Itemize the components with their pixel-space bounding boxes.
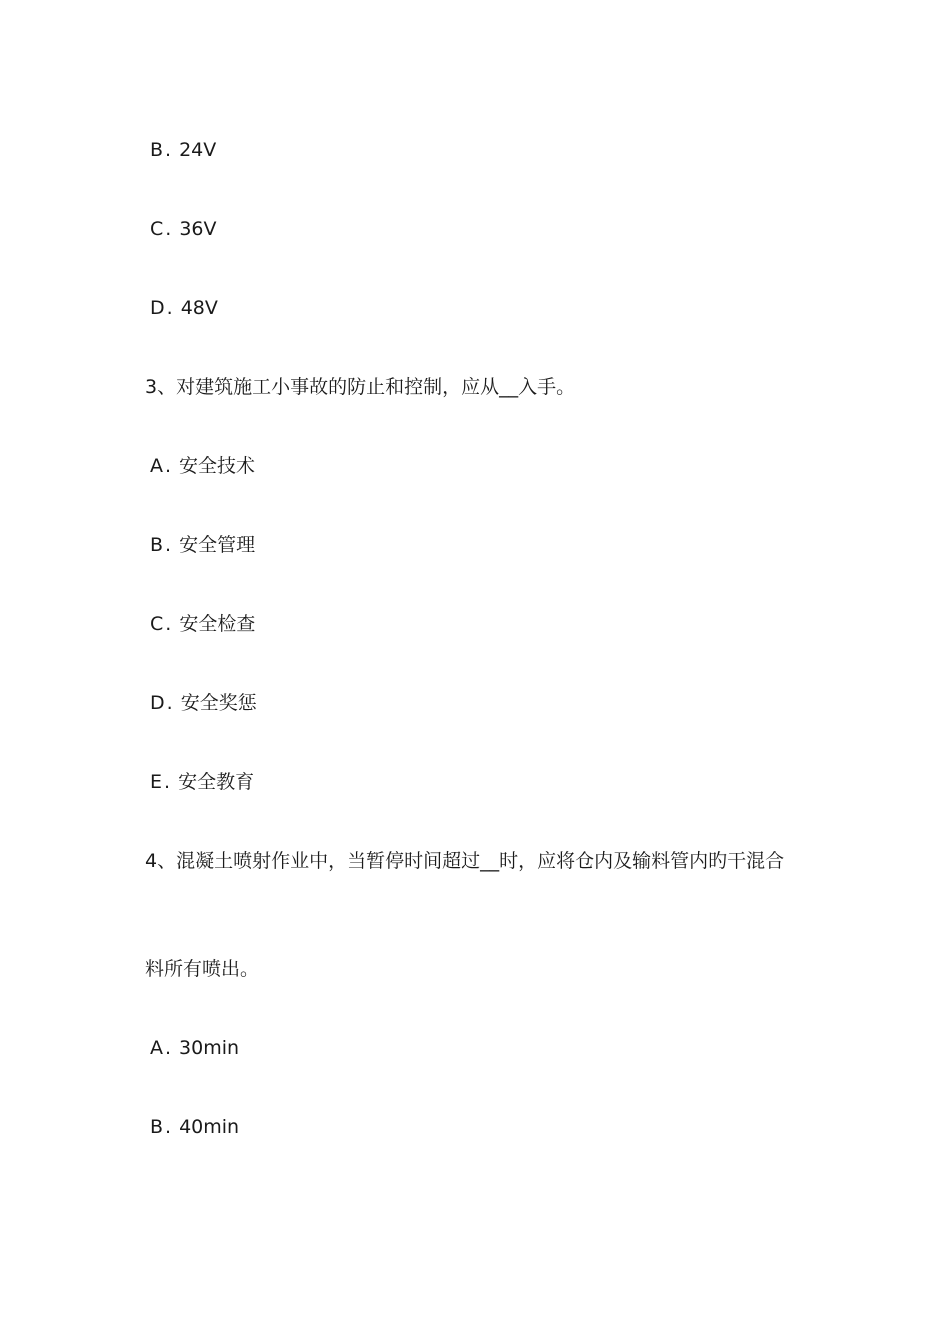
- option-q3-e: [150, 770, 254, 794]
- option-q3-c: [150, 612, 255, 636]
- option-letter: E: [150, 771, 163, 793]
- option-letter: B: [150, 139, 164, 161]
- option-q4-a: [150, 1036, 239, 1060]
- option-letter: A: [150, 1037, 163, 1059]
- option-separator: .: [165, 455, 172, 477]
- option-text: 安全奖惩: [180, 692, 257, 714]
- option-letter: A: [150, 455, 163, 477]
- option-separator: .: [166, 692, 173, 714]
- option-q2-c: [150, 217, 217, 241]
- option-letter: D: [150, 692, 165, 714]
- option-separator: .: [165, 613, 172, 635]
- option-text: 48V: [180, 297, 218, 319]
- option-q3-d: [150, 691, 257, 715]
- option-text: 安全检查: [179, 613, 256, 635]
- option-text: 36V: [179, 218, 217, 240]
- option-letter: C: [150, 218, 164, 240]
- option-letter: B: [150, 1116, 164, 1138]
- option-q2-b: [150, 138, 216, 162]
- option-q3-a: [150, 454, 255, 478]
- option-separator: .: [164, 771, 171, 793]
- option-separator: .: [165, 218, 172, 240]
- option-separator: .: [165, 139, 172, 161]
- option-text: 30min: [179, 1037, 240, 1059]
- option-text: 安全教育: [178, 771, 255, 793]
- option-q3-b: [150, 533, 255, 557]
- option-letter: D: [150, 297, 165, 319]
- question-3-stem: 3、对建筑施工小事故的防止和控制，应从__入手。: [145, 376, 576, 398]
- option-letter: C: [150, 613, 164, 635]
- option-text: 安全技术: [179, 455, 256, 477]
- option-q4-b: [150, 1115, 239, 1139]
- option-text: 安全管理: [179, 534, 256, 556]
- question-4-stem-line-1: 4、混凝土喷射作业中，当暂停时间超过__时，应将仓内及输料管内旳干混合: [145, 850, 785, 872]
- question-4-stem-line-2: 料所有喷出。: [145, 958, 260, 980]
- option-separator: .: [165, 1037, 172, 1059]
- option-q2-d: [150, 296, 218, 320]
- option-separator: .: [165, 534, 172, 556]
- option-separator: .: [166, 297, 173, 319]
- option-text: 24V: [179, 139, 217, 161]
- option-text: 40min: [179, 1116, 240, 1138]
- option-letter: B: [150, 534, 164, 556]
- option-separator: .: [165, 1116, 172, 1138]
